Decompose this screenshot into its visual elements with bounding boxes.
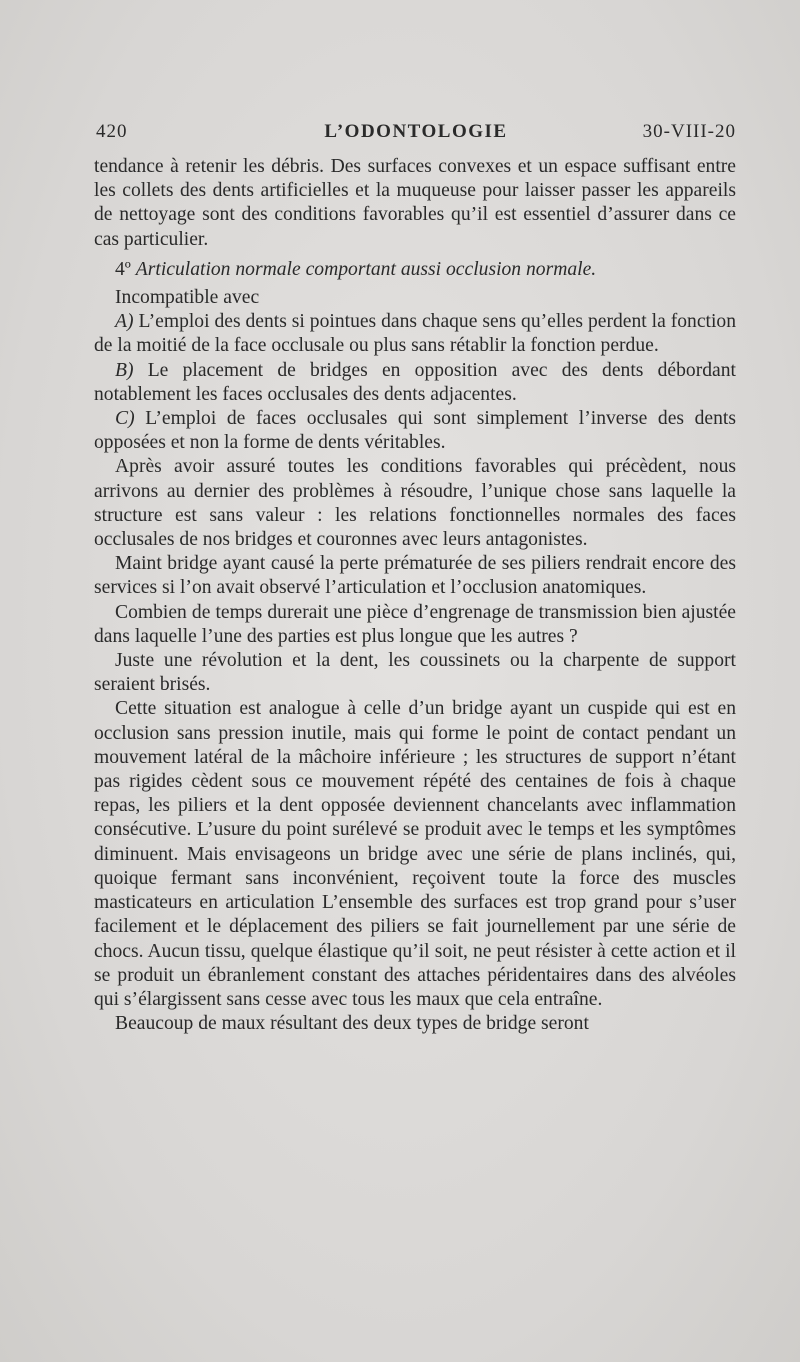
list-letter-a: A) [115,311,134,333]
paragraph-beaucoup: Beaucoup de maux résultant des deux types de bridge seront [115,1013,589,1035]
section-heading [94,258,736,282]
paragraph-apres: Après avoir assuré toutes les conditions favorables qui précèdent, nous arrivons au dernier des problèmes à résoudre, l’unique chose sans laquelle la structure est sans valeur : les relations fonctionnelles normales des faces occlusales de nos bridges et couronnes avec leurs antagonistes. [94,456,736,551]
journal-title: L’ODONTOLOGIE [324,121,508,142]
paragraph-continued: tendance à retenir les débris. Des surfaces convexes et un espace suffisant entre les collets des dents artificielles et la muqueuse pour laisser passer les appareils de nettoyage sont des conditions favorables qu’il est essentiel d’assurer dans ce cas particulier. [94,156,736,250]
list-item-c [94,407,736,455]
heading-text: Articulation normale comportant aussi occlusion normale. [135,258,597,280]
paragraph-cette-situation: Cette situation est analogue à celle d’un bridge ayant un cuspide qui est en occlusion sans pression inutile, mais qui forme le point de contact pendant un mouvement latéral de la mâchoire inférieure ; les structures de support n’étant pas rigides cèdent sous ce mouvement répété des centaines de fois à chaque repas, les piliers et la dent opposée deviennent chancelants avec inflammation consécutive. L’usure du point surélevé se produit avec le temps et les symptômes diminuent. Mais envisageons un bridge avec une série de plans inclinés, qui, quoique fermant sans inconvénient, reçoivent toute la force des muscles masticateurs en articulation L’ensemble des surfaces est trop grand pour s’user facilement et le déplacement des piliers se fait journellement par une série de chocs. Aucun tissu, quelque élastique qu’il soit, ne peut résister à cette action et il se produit un ébranlement constant des attaches péridentaires dans des alvéoles qui s’élargissent sans cesse avec tous les maux que cela entraîne. [94,698,736,1010]
list-text-c: L’emploi de faces occlusales qui sont simplement l’inverse des dents opposées et non la forme de dents véritables. [94,408,736,454]
issue-date: 30-VIII-20 [642,121,736,142]
list-letter-c: C) [115,408,135,430]
list-item-a [94,310,736,358]
list-text-a: L’emploi des dents si pointues dans chaque sens qu’elles perdent la fonction de la moitié de la face occlusale ou plus sans rétablir la fonction perdue. [94,311,737,357]
page-number: 420 [96,121,128,142]
running-header [96,121,736,151]
list-item-b [94,359,736,407]
list-letter-b: B) [115,359,134,381]
paragraph-juste: Juste une révolution et la dent, les coussinets ou la charpente de support seraient brisés. [94,650,736,696]
article-body [94,155,736,1036]
list-text-b: Le placement de bridges en opposition avec des dents débordant notablement les faces occlusales des dents adjacentes. [94,359,736,405]
paragraph-incompatible: Incompatible avec [115,287,260,309]
paragraph-maint-bridge: Maint bridge ayant causé la perte prématurée de ses piliers rendrait encore des services si l’on avait observé l’articulation et l’occlusion anatomiques. [94,553,736,599]
heading-number: 4º [115,258,131,280]
paragraph-combien: Combien de temps durerait une pièce d’engrenage de transmission bien ajustée dans laquelle l’une des parties est plus longue que les autres ? [94,601,736,647]
